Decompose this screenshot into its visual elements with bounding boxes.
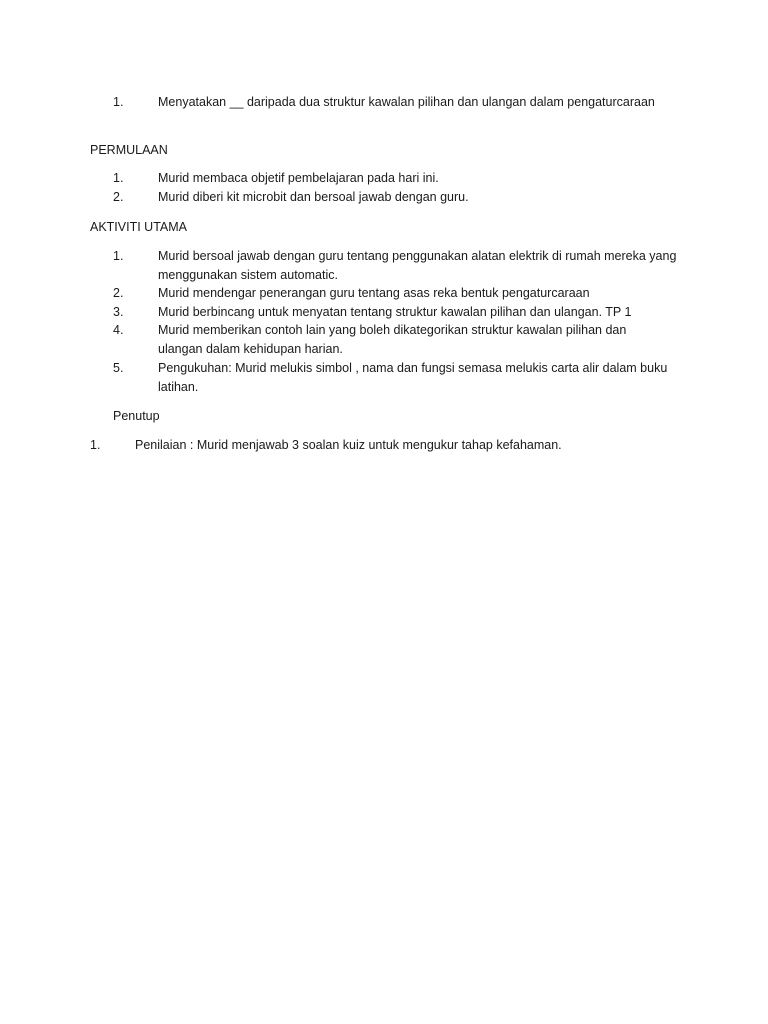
aktiviti-item-text: Murid bersoal jawab dengan guru tentang penggunakan alatan elektrik di rumah mereka yang menggunakan sistem automatic.: [158, 249, 677, 282]
permulaan-item-number: 2.: [113, 190, 124, 204]
aktiviti-item-text: Murid mendengar penerangan guru tentang asas reka bentuk pengaturcaraan: [158, 286, 590, 300]
aktiviti-item-text: Murid berbincang untuk menyatan tentang struktur kawalan pilihan dan ulangan. TP 1: [158, 305, 632, 319]
section-heading-aktiviti-utama: AKTIVITI UTAMA: [90, 220, 187, 234]
aktiviti-item-number: 5.: [113, 361, 124, 375]
penutup-item-text: Penilaian : Murid menjawab 3 soalan kuiz untuk mengukur tahap kefahaman.: [135, 438, 562, 452]
aktiviti-item-text: Murid memberikan contoh lain yang boleh dikategorikan struktur kawalan pilihan dan ulangan dalam kehidupan harian.: [158, 323, 627, 356]
aktiviti-item-text: Pengukuhan: Murid melukis simbol , nama dan fungsi semasa melukis carta alir dalam buku latihan.: [158, 361, 668, 394]
aktiviti-item-number: 2.: [113, 286, 124, 300]
intro-item-text: Menyatakan __ daripada dua struktur kawalan pilihan dan ulangan dalam pengaturcaraan: [158, 95, 655, 109]
intro-item-number: 1.: [113, 95, 124, 109]
permulaan-item-text: Murid diberi kit microbit dan bersoal jawab dengan guru.: [158, 190, 469, 204]
section-heading-permulaan: PERMULAAN: [90, 143, 168, 157]
permulaan-item-text: Murid membaca objetif pembelajaran pada hari ini.: [158, 171, 439, 185]
aktiviti-item-number: 4.: [113, 323, 124, 337]
penutup-item-number: 1.: [90, 438, 101, 452]
aktiviti-item-number: 3.: [113, 305, 124, 319]
permulaan-item-number: 1.: [113, 171, 124, 185]
aktiviti-item-number: 1.: [113, 249, 124, 263]
section-heading-penutup: Penutup: [113, 409, 160, 423]
